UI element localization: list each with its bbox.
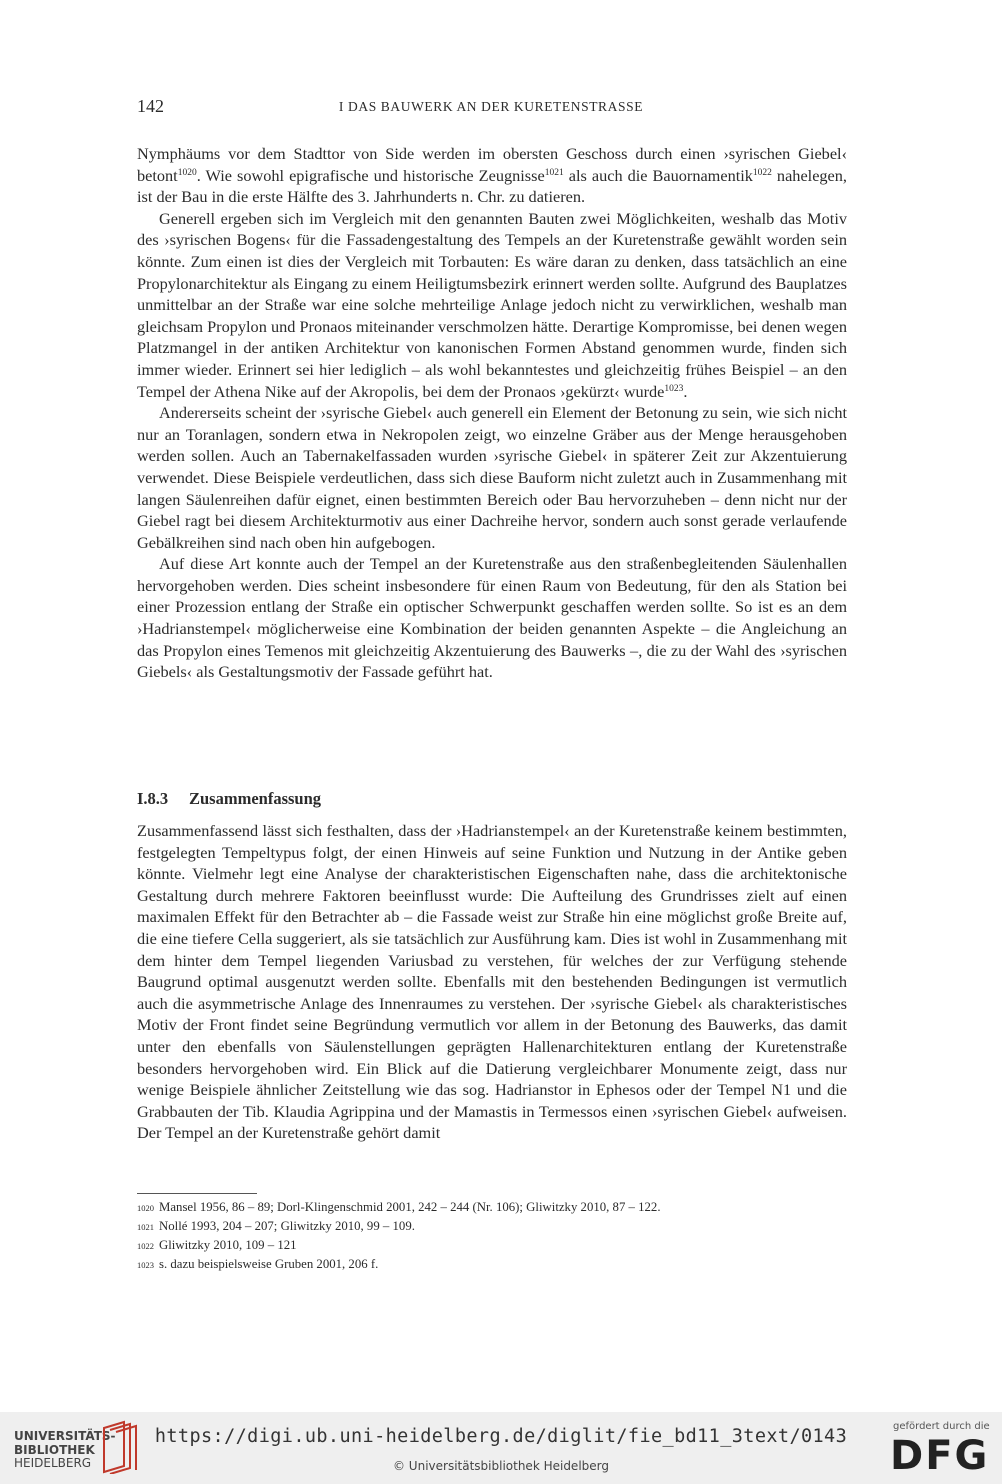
logo-line-3: HEIDELBERG <box>14 1456 92 1470</box>
section-title: Zusammenfassung <box>189 789 322 808</box>
footnote-text: Mansel 1956, 86 – 89; Dorl-Klingenschmid 2001, 242 – 244 (Nr. 106); Gliwitzky 2010, 87 – 122. <box>159 1200 661 1214</box>
footnote-number: 1021 <box>137 1222 154 1232</box>
footnote <box>137 1198 847 1217</box>
section-heading <box>137 789 321 809</box>
footnote-number: 1023 <box>137 1260 154 1270</box>
footnote-divider <box>137 1193 257 1194</box>
section-number: I.8.3 <box>137 789 169 808</box>
paragraph-2-text-a: Generell ergeben sich im Vergleich mit den genannten Bauten zwei Möglichkeiten, weshalb das Motiv des ›syrischen Bogens‹ für die Fassadengestaltung des Tempels an der Kuretenstraße gewählt worden sein könnte. Zum einen ist dies der Vergleich mit Torbauten: Es wäre daran zu denken, dass tatsächlich an eine Propylonarchitektur als Eingang zu einem Heiligtumsbezirk erinnert werden sollte. Aufgrund des Bauplatzes unmittelbar an der Straße war eine solche mehrteilige Anlage jedoch nicht zu verwirklichen, weshalb man gleichsam Propylon und Pronaos miteinander verschmolzen hätte. Derartige Kompromisse, bei denen wegen Platzmangel in der antiken Architektur von kanonischen Formen Abstand genommen wurde, finden sich immer wieder. Erinnert sei hier lediglich – als wohl bekanntestes und gleichzeitig frühes Beispiel – an den Tempel der Athena Nike auf der Akropolis, bei dem der Pronaos ›gekürzt‹ wurde <box>137 208 847 401</box>
footnote-ref-1022[interactable]: 1022 <box>752 167 772 178</box>
footnote <box>137 1217 847 1236</box>
dfg-logo[interactable]: DFG <box>890 1433 990 1479</box>
paragraph-2-text-b: . <box>683 381 688 401</box>
running-head: I DAS BAUWERK AN DER KURETENSTRASSE <box>338 99 644 114</box>
footnote-ref-1021[interactable]: 1021 <box>544 167 564 178</box>
copyright-notice: © Universitätsbibliothek Heidelberg <box>392 1459 609 1473</box>
main-text <box>137 143 847 683</box>
paragraph-1 <box>137 143 847 208</box>
paragraph-1-text-d: nahelegen, ist der Bau in die erste Hälfte des 3. Jahrhunderts n. Chr. zu datieren. <box>137 165 847 207</box>
footnote-number: 1022 <box>137 1241 154 1251</box>
footnote-ref-1020[interactable]: 1020 <box>177 167 197 178</box>
footnote-text: Gliwitzky 2010, 109 – 121 <box>159 1238 297 1252</box>
footnotes <box>137 1198 847 1274</box>
paragraph-3: Andererseits scheint der ›syrische Giebel‹ auch generell ein Element der Betonung zu sein, wie sich nicht nur an Toranlagen, sondern etwa in Nekropolen zeigt, wo einzelne Gräber aus der Menge herausgehoben werden sollen. Auch an Tabernakelfassaden wurden ›syrische Giebel‹ in späterer Zeit zur Akzentuierung verwendet. Diese Beispiele verdeutlichen, dass sich diese Bauform nicht zuletzt auch in Zusammenhang mit langen Säulenreihen dafür eignet, einen bestimmten Bereich oder Bau hervorzuheben – denn nicht nur der Giebel ragt bei diesem Architekturmotiv aus einer Dachreihe hervor, sondern auch sonst gerade verlaufende Gebälkreihen sind nach oben hin aufgebogen. <box>137 403 847 552</box>
page-number: 142 <box>137 96 164 116</box>
section-text <box>137 820 847 1144</box>
footnote-number: 1020 <box>137 1203 154 1213</box>
footnote <box>137 1255 847 1274</box>
paragraph-1-text-a: Nymphäums vor dem Stadttor von Side werden im obersten Geschoss durch einen ›syrischen Giebel‹ betont <box>137 144 847 185</box>
footnote-text: Nollé 1993, 204 – 207; Gliwitzky 2010, 99 – 109. <box>159 1219 415 1233</box>
paragraph-2 <box>137 208 847 402</box>
logo-line-1: UNIVERSITÄTS- <box>14 1429 116 1443</box>
footnote-ref-1023[interactable]: 1023 <box>664 383 684 394</box>
logo-line-2: BIBLIOTHEK <box>14 1442 95 1457</box>
paragraph-1-text-c: als auch die Bauornamentik <box>563 165 753 185</box>
permalink-url[interactable]: https://digi.ub.uni-heidelberg.de/diglit/fie_bd11_3text/0143 <box>154 1426 848 1447</box>
summary-paragraph: Zusammenfassend lässt sich festhalten, dass der ›Hadrianstempel‹ an der Kuretenstraße keinem bestimmten, festgelegten Tempeltypus folgt, der einen Hinweis auf seine Funktion und Nutzung in der Antike geben könnte. Vielmehr legt eine Analyse der charakteristischen Eigenschaften nahe, dass die architektonische Gestaltung durch mehrere Faktoren beeinflusst wurde: Die Aufteilung des Grundrisses zielt auf einen maximalen Effekt für den Betrachter ab – die Fassade weist zur Straße hin eine möglichst große Breite auf, die eine tiefere Cella suggeriert, als sie tatsächlich zur Ausführung kam. Dies ist wohl in Zusammenhang mit dem hinter dem Tempel liegenden Variusbad zu verstehen, für welches der zur Verfügung stehende Baugrund optimal ausgenutzt werden sollte. Ebenfalls mit den bestehenden Bedingungen ist vermutlich auch die asymmetrische Anlage des Innenraumes zu verstehen. Der ›syrische Giebel‹ als charakteristisches Motiv der Front findet seine Begründung vermutlich vor allem in der Betonung des Bauwerks, das damit unter den ebenfalls von Säulenstellungen geprägten Hallenarchitekturen entlang der Kuretenstraße besonders hervorgehoben wird. Ein Blick auf die Datierung vergleichbarer Monumente zeigt, dass nur wenige Beispiele ähnlicher Zeitstellung wie das sog. Hadrianstor in Ephesos oder der Tempel N1 und die Grabbauten der Tib. Klaudia Agrippina und der Mamastis in Termessos einen ›syrischen Giebel‹ aufweisen. Der Tempel an der Kuretenstraße gehört damit <box>137 821 847 1143</box>
footer-bar <box>0 1412 1002 1484</box>
paragraph-4: Auf diese Art konnte auch der Tempel an der Kuretenstraße aus den straßenbegleitenden Säulenhallen hervorgehoben werden. Dies scheint insbesondere für einen Raum von Bedeutung, für den als Station bei einer Prozession entlang der Straße ein optischer Schwerpunkt geschaffen werden sollte. So ist es an dem ›Hadrianstempel‹ möglicherweise eine Kombination der beiden genannten Aspekte – die Angleichung an das Propylon eines Temenos mit gleichzeitig Akzentuierung des Bauwerks –, die zu der Wahl des ›syrischen Giebels‹ als Gestaltungsmotiv der Fassade geführt hat. <box>137 554 847 682</box>
footnote <box>137 1236 847 1255</box>
footnote-text: s. dazu beispielsweise Gruben 2001, 206 f. <box>159 1257 379 1271</box>
paragraph-1-text-b: . Wie sowohl epigrafische und historische Zeugnisse <box>196 165 545 185</box>
dfg-caption: gefördert durch die <box>893 1421 990 1432</box>
